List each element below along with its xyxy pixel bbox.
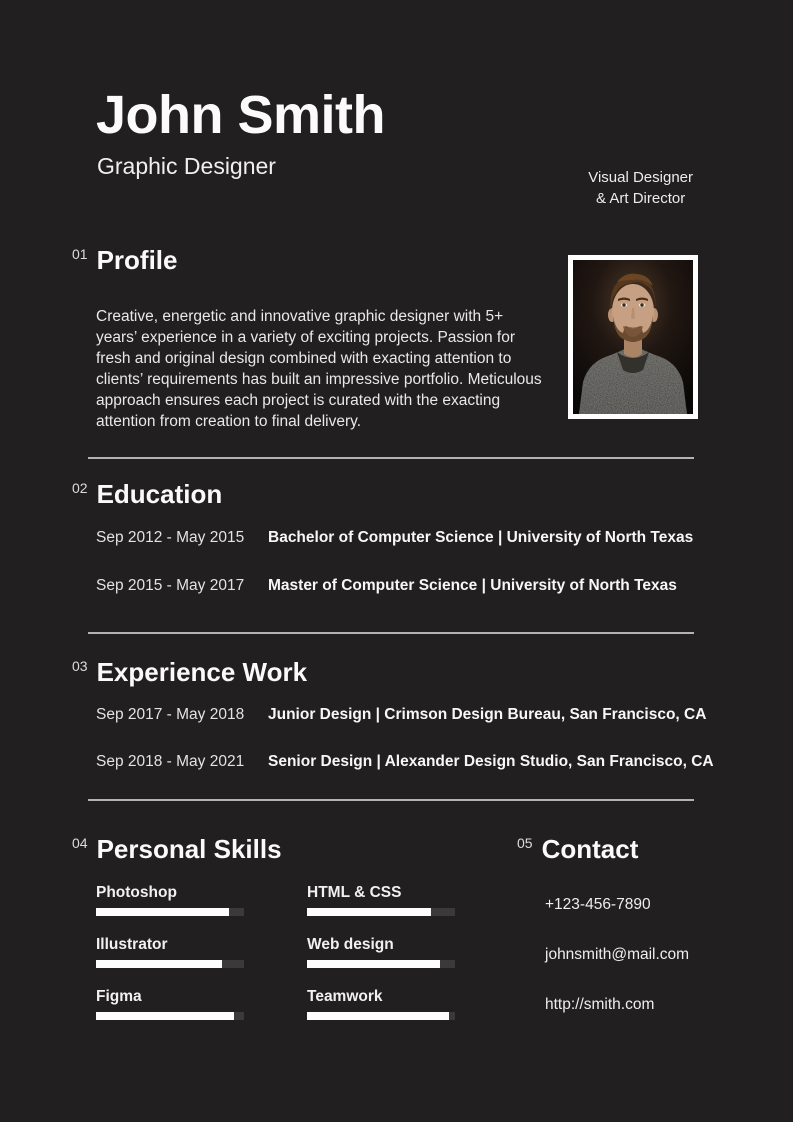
education-section-number: 02 xyxy=(72,480,88,496)
education-row xyxy=(96,528,693,548)
education-section-heading xyxy=(72,480,222,508)
experience-detail: Junior Design | Crimson Design Bureau, San Francisco, CA xyxy=(268,706,707,723)
education-section-title: Education xyxy=(96,479,223,509)
contact-website: http://smith.com xyxy=(545,996,655,1013)
experience-detail: Senior Design | Alexander Design Studio, San Francisco, CA xyxy=(268,753,714,770)
skill-label: Photoshop xyxy=(96,884,177,901)
experience-row xyxy=(96,752,714,772)
skills-column-2 xyxy=(307,884,455,1040)
experience-dates: Sep 2017 - May 2018 xyxy=(96,706,245,723)
skill-bar-track xyxy=(96,1012,244,1020)
tagline xyxy=(588,167,693,209)
profile-section-heading xyxy=(72,246,178,274)
portrait-illustration xyxy=(573,260,693,414)
skill-label: Figma xyxy=(96,988,142,1005)
contact-phone: +123-456-7890 xyxy=(545,896,651,913)
skill-bar-fill xyxy=(96,960,222,968)
skill-label: Teamwork xyxy=(307,988,383,1005)
skill-bar-track xyxy=(307,960,455,968)
experience-section-heading xyxy=(72,658,307,686)
skill-item xyxy=(96,936,244,968)
person-name: John Smith xyxy=(96,85,385,145)
profile-section-number: 01 xyxy=(72,246,88,262)
portrait-photo xyxy=(568,255,698,419)
skill-item xyxy=(307,884,455,916)
contact-section-number: 05 xyxy=(517,835,533,851)
contact-section-heading xyxy=(517,835,638,863)
contact-section-title: Contact xyxy=(541,834,639,864)
person-role: Graphic Designer xyxy=(97,153,276,179)
education-detail: Master of Computer Science | University of North Texas xyxy=(268,577,677,594)
skill-item xyxy=(96,988,244,1020)
education-row xyxy=(96,576,677,596)
divider xyxy=(88,799,694,801)
skill-label: HTML & CSS xyxy=(307,884,402,901)
skill-bar-track xyxy=(96,908,244,916)
skill-bar-track xyxy=(307,1012,455,1020)
skill-bar-fill xyxy=(307,960,440,968)
skills-section-heading xyxy=(72,835,282,863)
tagline-line-2: & Art Director xyxy=(596,190,686,207)
profile-text: Creative, energetic and innovative graphic designer with 5+ years’ experience in a variety of exciting projects. Passion for fresh and original design combined with exacting attention to clients’ requirements has built an impressive portfolio. Meticulous approach ensures each project is curated with the exacting attention from creation to final delivery. xyxy=(96,307,542,430)
divider xyxy=(88,457,694,459)
skill-bar-fill xyxy=(96,908,229,916)
contact-email: johnsmith@mail.com xyxy=(545,946,690,963)
experience-dates: Sep 2018 - May 2021 xyxy=(96,753,245,770)
skills-section-title: Personal Skills xyxy=(96,834,282,864)
skill-label: Web design xyxy=(307,936,394,953)
skills-section-number: 04 xyxy=(72,835,88,851)
skill-bar-track xyxy=(96,960,244,968)
skill-bar-fill xyxy=(307,908,431,916)
education-dates: Sep 2015 - May 2017 xyxy=(96,577,245,594)
contact-list xyxy=(545,896,689,1046)
skill-label: Illustrator xyxy=(96,936,168,953)
education-detail: Bachelor of Computer Science | University of North Texas xyxy=(268,529,694,546)
skill-item xyxy=(307,988,455,1020)
experience-row xyxy=(96,705,706,725)
divider xyxy=(88,632,694,634)
skill-bar-fill xyxy=(307,1012,449,1020)
experience-section-title: Experience Work xyxy=(96,657,308,687)
skill-item xyxy=(307,936,455,968)
education-dates: Sep 2012 - May 2015 xyxy=(96,529,245,546)
skill-bar-track xyxy=(307,908,455,916)
skill-item xyxy=(96,884,244,916)
tagline-line-1: Visual Designer xyxy=(588,169,693,186)
profile-section-title: Profile xyxy=(96,245,178,275)
experience-section-number: 03 xyxy=(72,658,88,674)
skill-bar-fill xyxy=(96,1012,234,1020)
skills-column-1 xyxy=(96,884,244,1040)
